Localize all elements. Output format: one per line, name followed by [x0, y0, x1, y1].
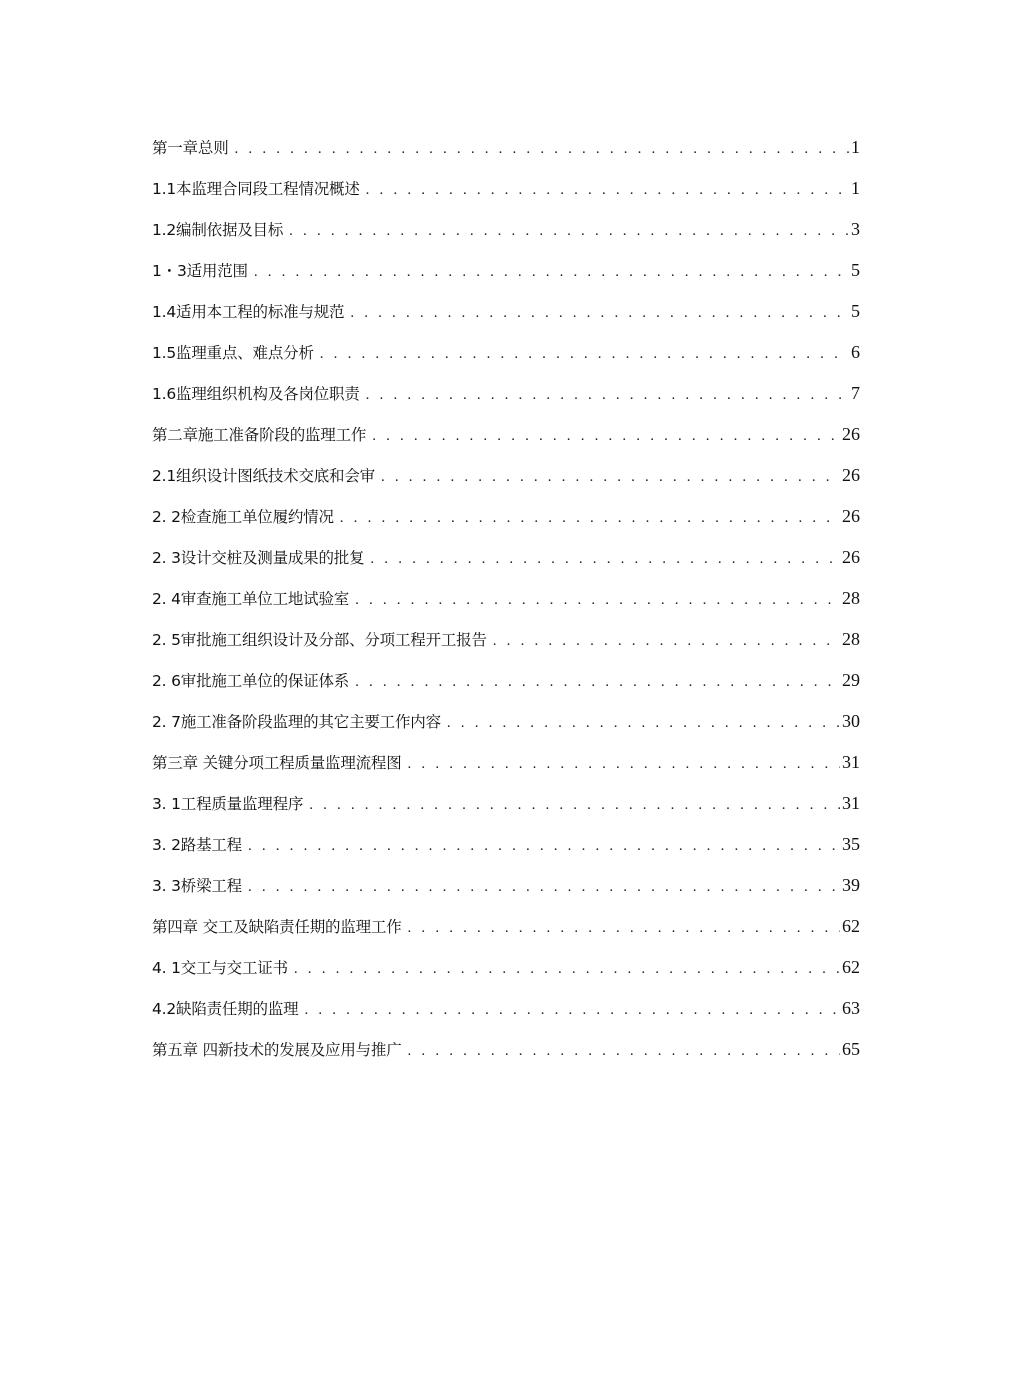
toc-entry-page: 28	[842, 629, 860, 649]
toc-entry[interactable]	[152, 458, 860, 499]
toc-entry[interactable]	[152, 991, 860, 1032]
toc-entry-page: 3	[851, 219, 860, 239]
toc-leader-dots	[304, 993, 840, 1027]
toc-entry[interactable]	[152, 909, 860, 950]
table-of-contents	[152, 130, 860, 1073]
toc-entry[interactable]	[152, 827, 860, 868]
toc-entry[interactable]	[152, 212, 860, 253]
toc-entry-label: 1・3适用范围	[152, 262, 248, 280]
toc-entry-page: 35	[842, 834, 860, 854]
toc-entry[interactable]	[152, 663, 860, 704]
toc-entry-label: 2. 3设计交桩及测量成果的批复	[152, 549, 365, 567]
toc-entry[interactable]	[152, 950, 860, 991]
toc-entry[interactable]	[152, 499, 860, 540]
toc-entry-label: 2. 5审批施工组织设计及分部、分项工程开工报告	[152, 631, 487, 649]
toc-entry-page: 26	[842, 506, 860, 526]
toc-entry-page: 30	[842, 711, 860, 731]
toc-entry-page: 26	[842, 547, 860, 567]
toc-entry-label: 2. 4审查施工单位工地试验室	[152, 590, 350, 608]
toc-entry[interactable]	[152, 335, 860, 376]
toc-leader-dots	[408, 1034, 840, 1068]
toc-leader-dots	[408, 911, 840, 945]
toc-entry-label: 2. 2检查施工单位履约情况	[152, 508, 334, 526]
toc-entry[interactable]	[152, 622, 860, 663]
toc-entry-page: 5	[851, 260, 860, 280]
toc-leader-dots	[493, 624, 840, 658]
toc-entry-label: 1.1本监理合同段工程情况概述	[152, 180, 360, 198]
toc-entry[interactable]	[152, 786, 860, 827]
toc-leader-dots	[289, 214, 849, 248]
toc-entry-page: 29	[842, 670, 860, 690]
toc-entry-page: 26	[842, 465, 860, 485]
toc-entry-label: 第四章 交工及缺陷责任期的监理工作	[152, 918, 402, 936]
toc-entry-page: 62	[842, 916, 860, 936]
toc-leader-dots	[370, 542, 840, 576]
toc-entry[interactable]	[152, 417, 860, 458]
toc-entry-page: 39	[842, 875, 860, 895]
toc-entry-label: 1.4适用本工程的标准与规范	[152, 303, 345, 321]
toc-leader-dots	[355, 665, 840, 699]
toc-leader-dots	[248, 829, 840, 863]
toc-entry[interactable]	[152, 253, 860, 294]
toc-entry-label: 2. 7施工准备阶段监理的其它主要工作内容	[152, 713, 441, 731]
toc-leader-dots	[309, 788, 840, 822]
toc-entry[interactable]	[152, 540, 860, 581]
toc-leader-dots	[408, 747, 840, 781]
toc-entry-label: 第二章施工准备阶段的监理工作	[152, 426, 367, 444]
toc-entry-label: 2. 6审批施工单位的保证体系	[152, 672, 350, 690]
toc-entry-label: 4.2缺陷责任期的监理	[152, 1000, 299, 1018]
toc-entry-page: 28	[842, 588, 860, 608]
toc-leader-dots	[372, 419, 840, 453]
toc-entry-page: 7	[851, 383, 860, 403]
toc-leader-dots	[447, 706, 840, 740]
toc-entry-label: 1.6监理组织机构及各岗位职责	[152, 385, 360, 403]
toc-leader-dots	[248, 870, 840, 904]
toc-entry-page: 65	[842, 1039, 860, 1059]
toc-entry-label: 3. 1工程质量监理程序	[152, 795, 304, 813]
toc-entry-page: 31	[842, 752, 860, 772]
toc-leader-dots	[294, 952, 840, 986]
toc-entry-label: 3. 3桥梁工程	[152, 877, 242, 895]
toc-entry-label: 第五章 四新技术的发展及应用与推广	[152, 1041, 402, 1059]
toc-leader-dots	[350, 296, 849, 330]
toc-entry-label: 第一章总则	[152, 139, 229, 157]
toc-leader-dots	[235, 132, 849, 166]
toc-entry-label: 3. 2路基工程	[152, 836, 242, 854]
toc-entry[interactable]	[152, 130, 860, 171]
toc-entry-label: 1.2编制依据及目标	[152, 221, 284, 239]
toc-entry-label: 4. 1交工与交工证书	[152, 959, 288, 977]
toc-entry-page: 1	[851, 178, 860, 198]
toc-entry-label: 2.1组织设计图纸技术交底和会审	[152, 467, 375, 485]
toc-entry-page: 5	[851, 301, 860, 321]
toc-entry-page: 31	[842, 793, 860, 813]
toc-entry[interactable]	[152, 868, 860, 909]
toc-entry-page: 62	[842, 957, 860, 977]
toc-entry-label: 第三章 关键分项工程质量监理流程图	[152, 754, 402, 772]
toc-entry[interactable]	[152, 171, 860, 212]
toc-entry-page: 26	[842, 424, 860, 444]
toc-entry-page: 6	[851, 342, 860, 362]
toc-entry-label: 1.5监理重点、难点分析	[152, 344, 314, 362]
toc-leader-dots	[320, 337, 849, 371]
toc-leader-dots	[366, 173, 849, 207]
toc-leader-dots	[340, 501, 840, 535]
toc-entry[interactable]	[152, 294, 860, 335]
toc-leader-dots	[381, 460, 840, 494]
toc-leader-dots	[355, 583, 840, 617]
toc-entry[interactable]	[152, 745, 860, 786]
toc-entry-page: 1	[851, 137, 860, 157]
toc-entry-page: 63	[842, 998, 860, 1018]
toc-entry[interactable]	[152, 704, 860, 745]
toc-leader-dots	[366, 378, 849, 412]
toc-entry[interactable]	[152, 376, 860, 417]
toc-entry[interactable]	[152, 1032, 860, 1073]
toc-leader-dots	[254, 255, 849, 289]
toc-entry[interactable]	[152, 581, 860, 622]
